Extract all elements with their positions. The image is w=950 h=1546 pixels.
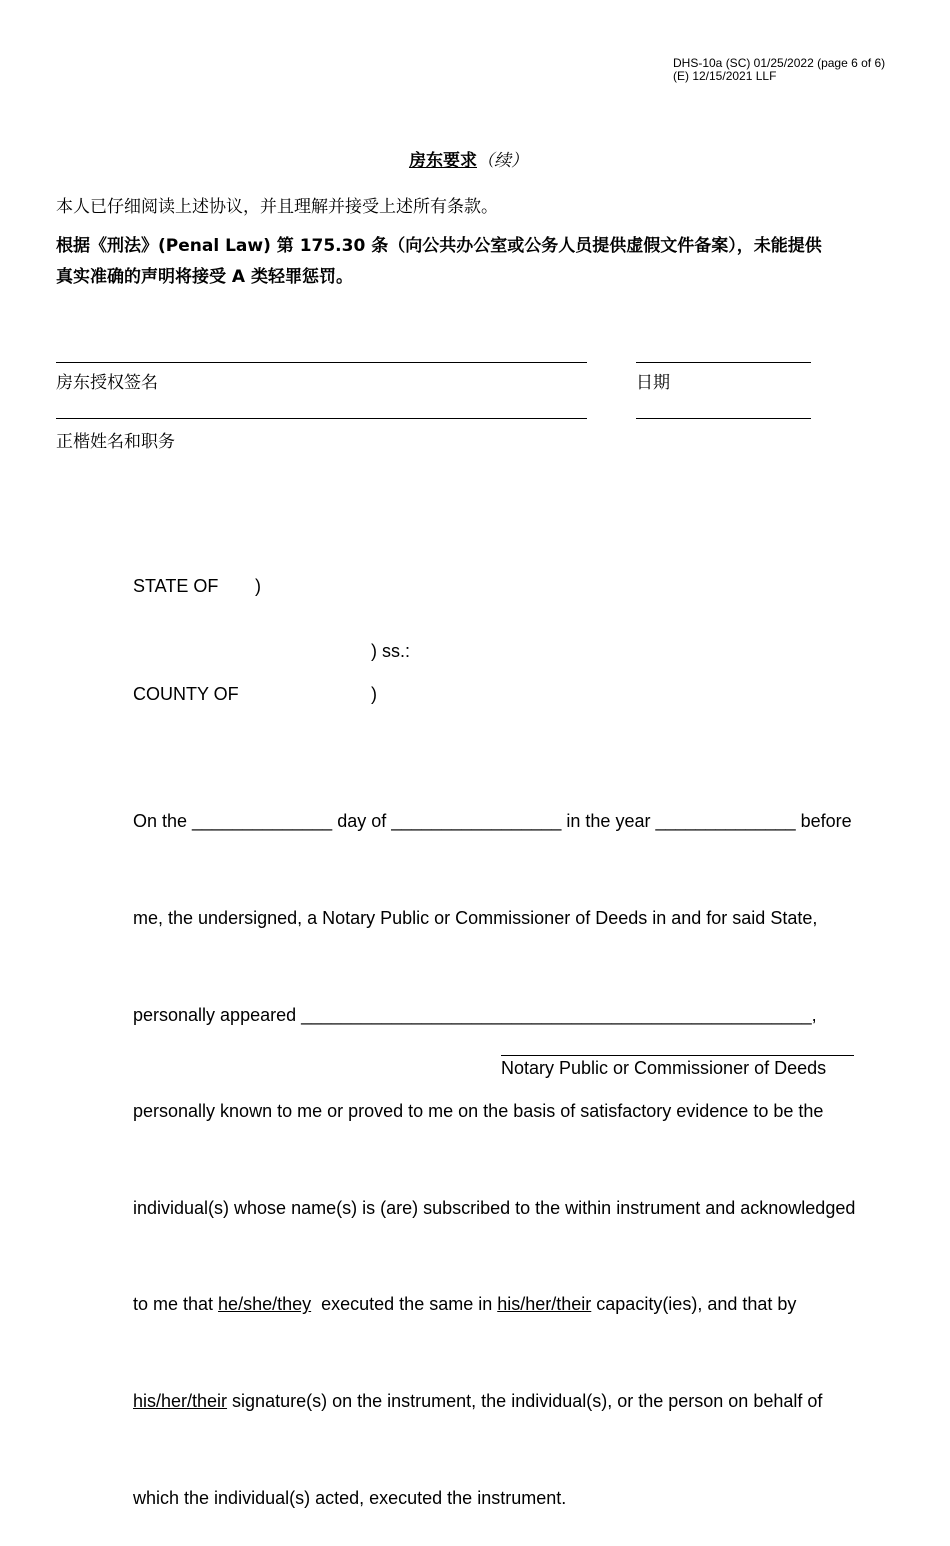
penalty-statement [56,231,876,293]
notary-signature-label: Notary Public or Commissioner of Deeds [501,1058,827,1078]
ack-line-6-part-a: to me that [133,1294,219,1315]
county-of-label: COUNTY OF [133,684,239,704]
form-revision: (E) 12/15/2021 LLF [673,69,777,83]
section-title [409,146,528,171]
section-title-text: 房东要求 [409,151,477,171]
form-number: DHS-10a (SC) 01/25/2022 (page 6 of 6) [673,56,886,70]
printed-name-title-line[interactable] [56,418,587,419]
pronoun-he-she-they: he/she/they [218,1294,312,1315]
second-date-line[interactable] [636,418,811,419]
ack-line-2: me, the undersigned, a Notary Public or Commissioner of Deeds in and for said State, [133,908,818,929]
ack-line-7 [133,1385,855,1417]
ack-line-7-part-b: signature(s) on the instrument, the individual(s), or the person on behalf of [227,1391,823,1412]
ack-line-8: which the individual(s) acted, executed the instrument. [133,1487,567,1508]
ack-line-6-part-c: executed the same in [311,1294,498,1315]
pronoun-his-her-their-2: his/her/their [133,1391,228,1412]
ack-line-1: On the ______________ day of _________________ in the year ______________ before [133,811,852,832]
printed-name-title-label: 正楷姓名和职务 [56,432,175,452]
signature-label: 房东授权签名 [56,373,158,393]
ack-line-5: individual(s) whose name(s) is (are) subscribed to the within instrument and acknowledged [133,1197,856,1218]
acknowledgment-text [133,741,855,1546]
pronoun-his-her-their: his/her/their [497,1294,592,1315]
date-label: 日期 [636,373,670,393]
date-line[interactable] [636,362,811,363]
ack-line-3: personally appeared ___________________________________________________, [133,1004,817,1025]
ack-line-6 [133,1288,855,1320]
agreement-statement: 本人已仔细阅读上述协议，并且理解并接受上述所有条款。 [56,197,498,217]
section-title-continued: （续） [477,151,528,171]
county-of-paren: ) [371,684,377,704]
signature-line[interactable] [56,362,587,363]
ss-label: ) ss.: [371,641,410,661]
state-of-label: STATE OF [133,576,219,596]
notary-signature-line[interactable] [501,1055,854,1056]
ack-line-4: personally known to me or proved to me on the basis of satisfactory evidence to be the [133,1101,824,1122]
state-of-paren: ) [255,576,261,596]
penalty-line-2: 真实准确的声明将接受 A 类轻罪惩罚。 [56,267,353,287]
ack-line-6-part-e: capacity(ies), and that by [591,1294,797,1315]
penalty-line-1: 根据《刑法》(Penal Law) 第 175.30 条（向公共办公室或公务人员提供虚假文件备案），未能提供 [56,236,822,256]
